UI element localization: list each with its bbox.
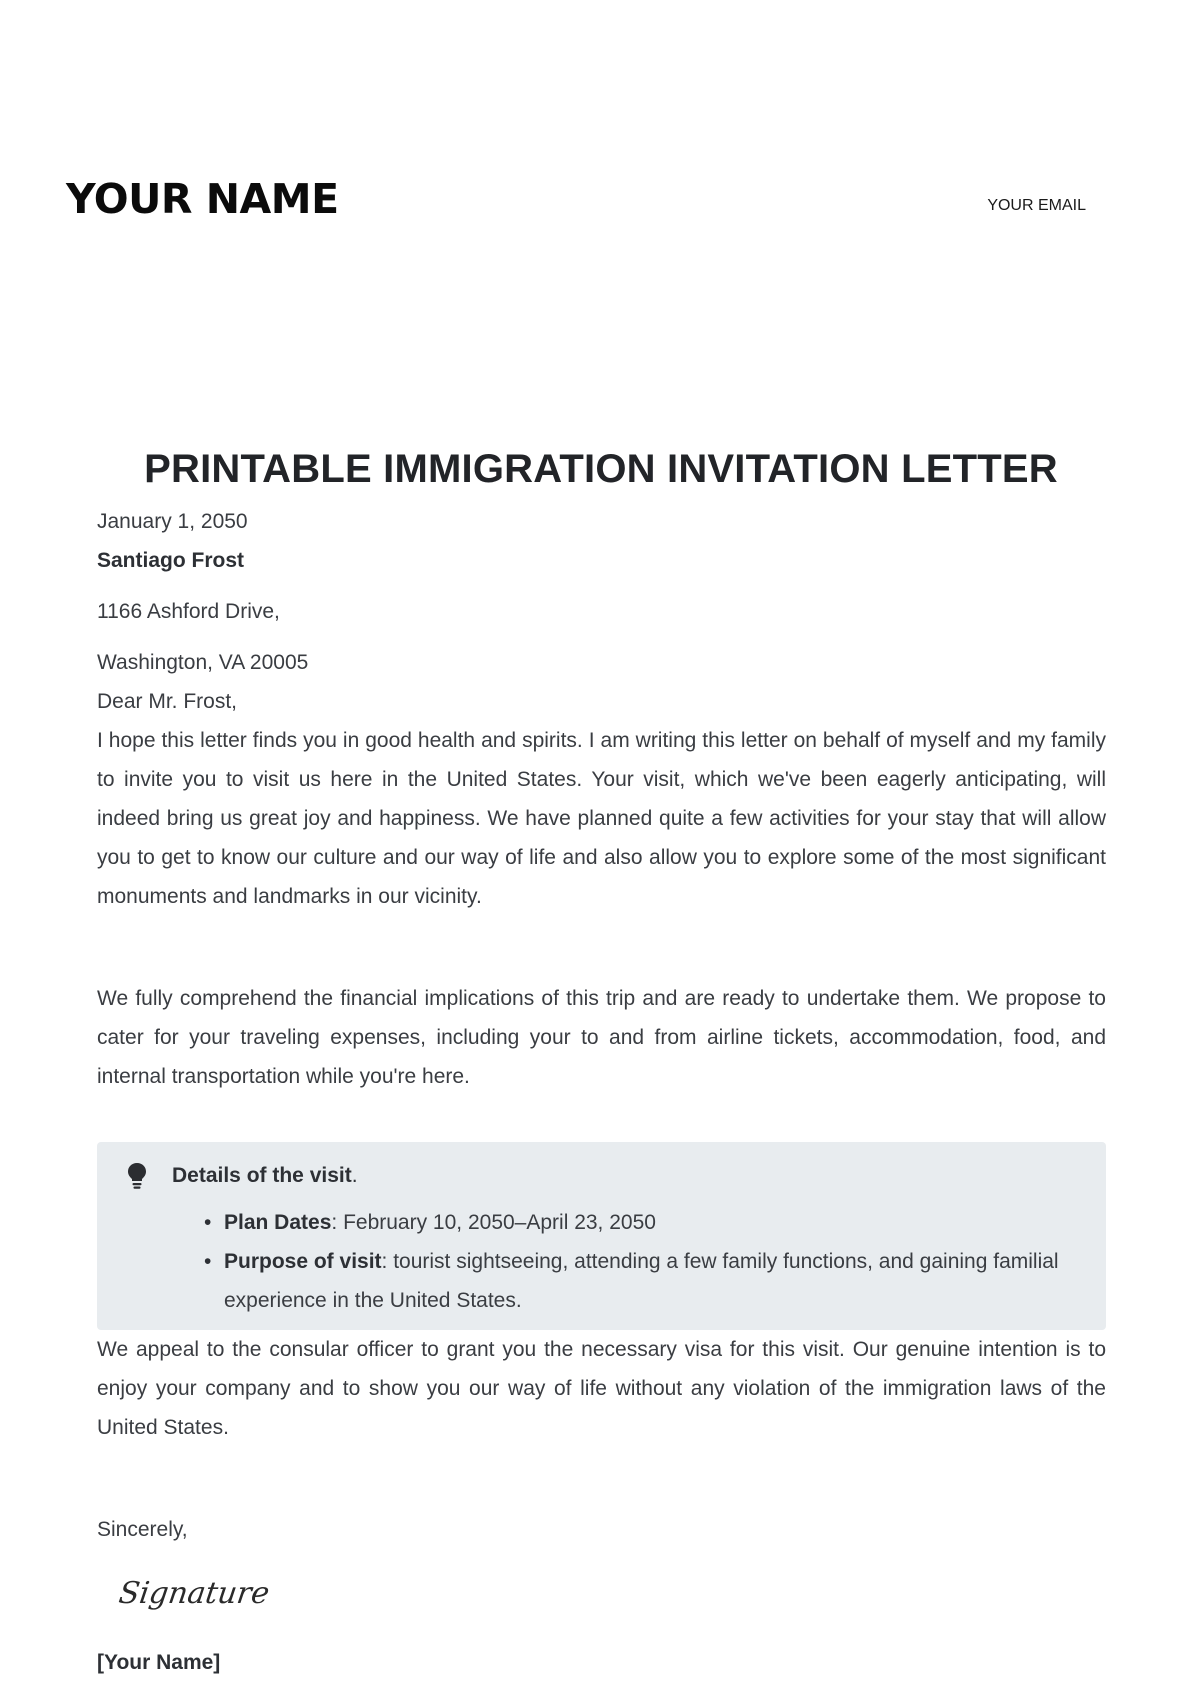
visit-details-list — [126, 1203, 1066, 1320]
document-title: PRINTABLE IMMIGRATION INVITATION LETTER — [144, 447, 1058, 491]
recipient-name: Santiago Frost — [97, 549, 245, 572]
closing: Sincerely, — [97, 1518, 188, 1541]
recipient-address-line1: 1166 Ashford Drive, — [97, 600, 280, 623]
signer-name: [Your Name] — [97, 1651, 221, 1674]
callout-heading — [126, 1156, 1066, 1195]
list-item — [200, 1203, 1066, 1242]
list-item — [200, 1242, 1066, 1320]
lightbulb-icon — [126, 1161, 148, 1191]
salutation: Dear Mr. Frost, — [97, 690, 238, 713]
callout-heading-text: Details of the visit — [172, 1164, 352, 1187]
list-item-label: Plan Dates — [224, 1211, 332, 1234]
list-item-text: tourist sightseeing, attending a few family functions, and gaining familial experience in the United States. — [224, 1250, 1059, 1312]
letter-date: January 1, 2050 — [97, 510, 248, 533]
letter-body — [97, 502, 1106, 1682]
sender-email: YOUR EMAIL — [987, 197, 1086, 214]
letter-header — [66, 174, 1086, 234]
list-item-separator: : — [331, 1211, 338, 1234]
paragraph-invitation: I hope this letter finds you in good health and spirits. I am writing this letter on behalf of myself and my family to invite you to visit us here in the United States. Your visit, which we've been eagerly anticipating, will indeed bring us great joy and happiness. We have planned quite a few activities for your stay that will allow you to get to know our culture and our way of life and also allow you to explore some of the most significant monuments and landmarks in our vicinity. — [97, 729, 1106, 908]
signature-image: Signature — [116, 1576, 272, 1611]
paragraph-financial: We fully comprehend the financial implications of this trip and are ready to undertake them. We propose to cater for your traveling expenses, including your to and from airline tickets, accommodation, food, and internal transportation while you're here. — [97, 987, 1106, 1088]
callout-heading-period: . — [351, 1164, 358, 1187]
list-item-separator: : — [381, 1250, 388, 1273]
list-item-text: February 10, 2050–April 23, 2050 — [337, 1211, 656, 1234]
paragraph-appeal: We appeal to the consular officer to grant you the necessary visa for this visit. Our genuine intention is to enjoy your company and to show you our way of life without any violation of the immigration laws of the United States. — [97, 1338, 1106, 1439]
list-item-label: Purpose of visit — [224, 1250, 382, 1273]
visit-details-callout — [97, 1142, 1106, 1330]
recipient-address-line2: Washington, VA 20005 — [97, 651, 309, 674]
sender-name-heading: YOUR NAME — [66, 175, 339, 223]
